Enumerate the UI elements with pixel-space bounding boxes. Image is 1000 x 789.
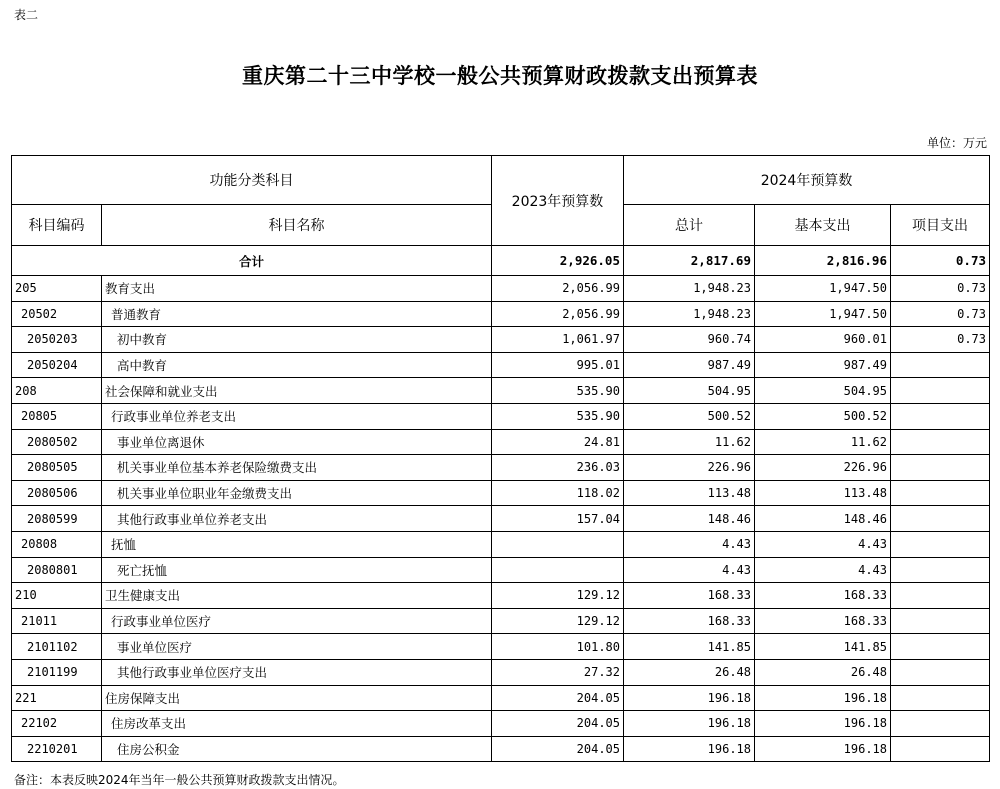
total-2024-cell: 113.48 xyxy=(624,480,755,506)
basic-expenditure-cell: 26.48 xyxy=(755,659,891,685)
project-expenditure-cell xyxy=(891,557,990,583)
total-2024-cell: 987.49 xyxy=(624,352,755,378)
total-2024-cell: 168.33 xyxy=(624,608,755,634)
project-expenditure-cell xyxy=(891,352,990,378)
project-expenditure-cell xyxy=(891,378,990,404)
subject-name-cell: 机关事业单位基本养老保险缴费支出 xyxy=(102,455,492,481)
subject-code-cell: 205 xyxy=(12,276,102,302)
budget-2023-cell: 2,056.99 xyxy=(492,301,624,327)
total-2024-cell: 141.85 xyxy=(624,634,755,660)
basic-expenditure-cell: 148.46 xyxy=(755,506,891,532)
header-subject-code: 科目编码 xyxy=(12,205,102,246)
header-total: 总计 xyxy=(624,205,755,246)
subject-code-cell: 2080505 xyxy=(12,455,102,481)
budget-2023-cell: 995.01 xyxy=(492,352,624,378)
project-expenditure-cell xyxy=(891,429,990,455)
subject-name-cell: 机关事业单位职业年金缴费支出 xyxy=(102,480,492,506)
total-row xyxy=(12,246,990,276)
total-2024-cell: 960.74 xyxy=(624,327,755,353)
project-expenditure-cell xyxy=(891,403,990,429)
basic-expenditure-cell: 196.18 xyxy=(755,685,891,711)
basic-expenditure-cell: 141.85 xyxy=(755,634,891,660)
table-row xyxy=(12,403,990,429)
total-budget-2023: 2,926.05 xyxy=(492,246,624,276)
subject-code-cell: 2101199 xyxy=(12,659,102,685)
subject-code-cell: 2080801 xyxy=(12,557,102,583)
budget-2023-cell: 157.04 xyxy=(492,506,624,532)
subject-name-cell: 死亡抚恤 xyxy=(102,557,492,583)
budget-2023-cell: 535.90 xyxy=(492,403,624,429)
basic-expenditure-cell: 504.95 xyxy=(755,378,891,404)
basic-expenditure-cell: 1,947.50 xyxy=(755,301,891,327)
subject-code-cell: 2080599 xyxy=(12,506,102,532)
project-expenditure-cell: 0.73 xyxy=(891,276,990,302)
budget-2023-cell: 101.80 xyxy=(492,634,624,660)
subject-code-cell: 208 xyxy=(12,378,102,404)
basic-expenditure-cell: 987.49 xyxy=(755,352,891,378)
total-2024-total: 2,817.69 xyxy=(624,246,755,276)
table-row xyxy=(12,736,990,762)
subject-name-cell: 住房公积金 xyxy=(102,736,492,762)
project-expenditure-cell xyxy=(891,506,990,532)
subject-code-cell: 2101102 xyxy=(12,634,102,660)
basic-expenditure-cell: 113.48 xyxy=(755,480,891,506)
table-row xyxy=(12,352,990,378)
subject-name-cell: 高中教育 xyxy=(102,352,492,378)
table-row xyxy=(12,327,990,353)
table-number-label: 表二 xyxy=(14,8,39,22)
subject-code-cell: 2050203 xyxy=(12,327,102,353)
basic-expenditure-cell: 4.43 xyxy=(755,531,891,557)
table-row xyxy=(12,480,990,506)
total-2024-basic: 2,816.96 xyxy=(755,246,891,276)
budget-2023-cell xyxy=(492,557,624,583)
table-row xyxy=(12,634,990,660)
table-row xyxy=(12,378,990,404)
project-expenditure-cell xyxy=(891,711,990,737)
table-row xyxy=(12,455,990,481)
subject-code-cell: 2050204 xyxy=(12,352,102,378)
project-expenditure-cell: 0.73 xyxy=(891,327,990,353)
subject-name-cell: 事业单位离退休 xyxy=(102,429,492,455)
project-expenditure-cell: 0.73 xyxy=(891,301,990,327)
table-row xyxy=(12,531,990,557)
basic-expenditure-cell: 168.33 xyxy=(755,583,891,609)
table-row xyxy=(12,659,990,685)
subject-name-cell: 卫生健康支出 xyxy=(102,583,492,609)
total-2024-cell: 500.52 xyxy=(624,403,755,429)
subject-code-cell: 2080506 xyxy=(12,480,102,506)
project-expenditure-cell xyxy=(891,634,990,660)
budget-2023-cell: 118.02 xyxy=(492,480,624,506)
basic-expenditure-cell: 226.96 xyxy=(755,455,891,481)
subject-name-cell: 其他行政事业单位医疗支出 xyxy=(102,659,492,685)
total-2024-project: 0.73 xyxy=(891,246,990,276)
total-2024-cell: 11.62 xyxy=(624,429,755,455)
total-2024-cell: 504.95 xyxy=(624,378,755,404)
total-2024-cell: 196.18 xyxy=(624,736,755,762)
table-row xyxy=(12,557,990,583)
project-expenditure-cell xyxy=(891,583,990,609)
subject-name-cell: 行政事业单位医疗 xyxy=(102,608,492,634)
budget-2023-cell: 129.12 xyxy=(492,608,624,634)
table-row xyxy=(12,301,990,327)
subject-name-cell: 教育支出 xyxy=(102,276,492,302)
total-2024-cell: 1,948.23 xyxy=(624,276,755,302)
budget-2023-cell: 1,061.97 xyxy=(492,327,624,353)
subject-name-cell: 住房改革支出 xyxy=(102,711,492,737)
table-row xyxy=(12,711,990,737)
subject-name-cell: 普通教育 xyxy=(102,301,492,327)
total-2024-cell: 148.46 xyxy=(624,506,755,532)
header-basic-expenditure: 基本支出 xyxy=(755,205,891,246)
budget-table xyxy=(11,155,990,762)
total-2024-cell: 196.18 xyxy=(624,685,755,711)
header-project-expenditure: 项目支出 xyxy=(891,205,990,246)
header-function-category: 功能分类科目 xyxy=(12,156,492,205)
footnote: 备注：本表反映2024年当年一般公共预算财政拨款支出情况。 xyxy=(14,773,345,787)
table-row xyxy=(12,583,990,609)
table-row xyxy=(12,685,990,711)
subject-code-cell: 2080502 xyxy=(12,429,102,455)
basic-expenditure-cell: 196.18 xyxy=(755,736,891,762)
subject-code-cell: 210 xyxy=(12,583,102,609)
table-row xyxy=(12,429,990,455)
budget-2023-cell: 24.81 xyxy=(492,429,624,455)
subject-name-cell: 住房保障支出 xyxy=(102,685,492,711)
subject-code-cell: 21011 xyxy=(12,608,102,634)
project-expenditure-cell xyxy=(891,659,990,685)
basic-expenditure-cell: 500.52 xyxy=(755,403,891,429)
subject-name-cell: 事业单位医疗 xyxy=(102,634,492,660)
subject-code-cell: 221 xyxy=(12,685,102,711)
subject-name-cell: 其他行政事业单位养老支出 xyxy=(102,506,492,532)
project-expenditure-cell xyxy=(891,455,990,481)
basic-expenditure-cell: 168.33 xyxy=(755,608,891,634)
budget-2023-cell: 204.05 xyxy=(492,685,624,711)
budget-2023-cell: 2,056.99 xyxy=(492,276,624,302)
subject-name-cell: 行政事业单位养老支出 xyxy=(102,403,492,429)
project-expenditure-cell xyxy=(891,480,990,506)
subject-code-cell: 20502 xyxy=(12,301,102,327)
subject-code-cell: 20805 xyxy=(12,403,102,429)
project-expenditure-cell xyxy=(891,531,990,557)
header-budget-2023: 2023年预算数 xyxy=(492,156,624,246)
total-2024-cell: 226.96 xyxy=(624,455,755,481)
budget-2023-cell: 204.05 xyxy=(492,711,624,737)
basic-expenditure-cell: 11.62 xyxy=(755,429,891,455)
header-budget-2024: 2024年预算数 xyxy=(624,156,990,205)
header-subject-name: 科目名称 xyxy=(102,205,492,246)
budget-2023-cell: 129.12 xyxy=(492,583,624,609)
budget-2023-cell: 204.05 xyxy=(492,736,624,762)
subject-code-cell: 22102 xyxy=(12,711,102,737)
basic-expenditure-cell: 960.01 xyxy=(755,327,891,353)
subject-code-cell: 2210201 xyxy=(12,736,102,762)
budget-2023-cell: 27.32 xyxy=(492,659,624,685)
budget-2023-cell: 236.03 xyxy=(492,455,624,481)
page-title: 重庆第二十三中学校一般公共预算财政拨款支出预算表 xyxy=(242,63,758,88)
subject-code-cell: 20808 xyxy=(12,531,102,557)
table-row xyxy=(12,506,990,532)
basic-expenditure-cell: 4.43 xyxy=(755,557,891,583)
project-expenditure-cell xyxy=(891,736,990,762)
total-label: 合计 xyxy=(12,246,492,276)
basic-expenditure-cell: 196.18 xyxy=(755,711,891,737)
table-row xyxy=(12,608,990,634)
subject-name-cell: 初中教育 xyxy=(102,327,492,353)
budget-2023-cell: 535.90 xyxy=(492,378,624,404)
total-2024-cell: 4.43 xyxy=(624,557,755,583)
total-2024-cell: 196.18 xyxy=(624,711,755,737)
project-expenditure-cell xyxy=(891,685,990,711)
total-2024-cell: 1,948.23 xyxy=(624,301,755,327)
subject-name-cell: 社会保障和就业支出 xyxy=(102,378,492,404)
project-expenditure-cell xyxy=(891,608,990,634)
basic-expenditure-cell: 1,947.50 xyxy=(755,276,891,302)
total-2024-cell: 168.33 xyxy=(624,583,755,609)
budget-2023-cell xyxy=(492,531,624,557)
subject-name-cell: 抚恤 xyxy=(102,531,492,557)
total-2024-cell: 26.48 xyxy=(624,659,755,685)
total-2024-cell: 4.43 xyxy=(624,531,755,557)
table-row xyxy=(12,276,990,302)
unit-label: 单位：万元 xyxy=(926,136,987,150)
